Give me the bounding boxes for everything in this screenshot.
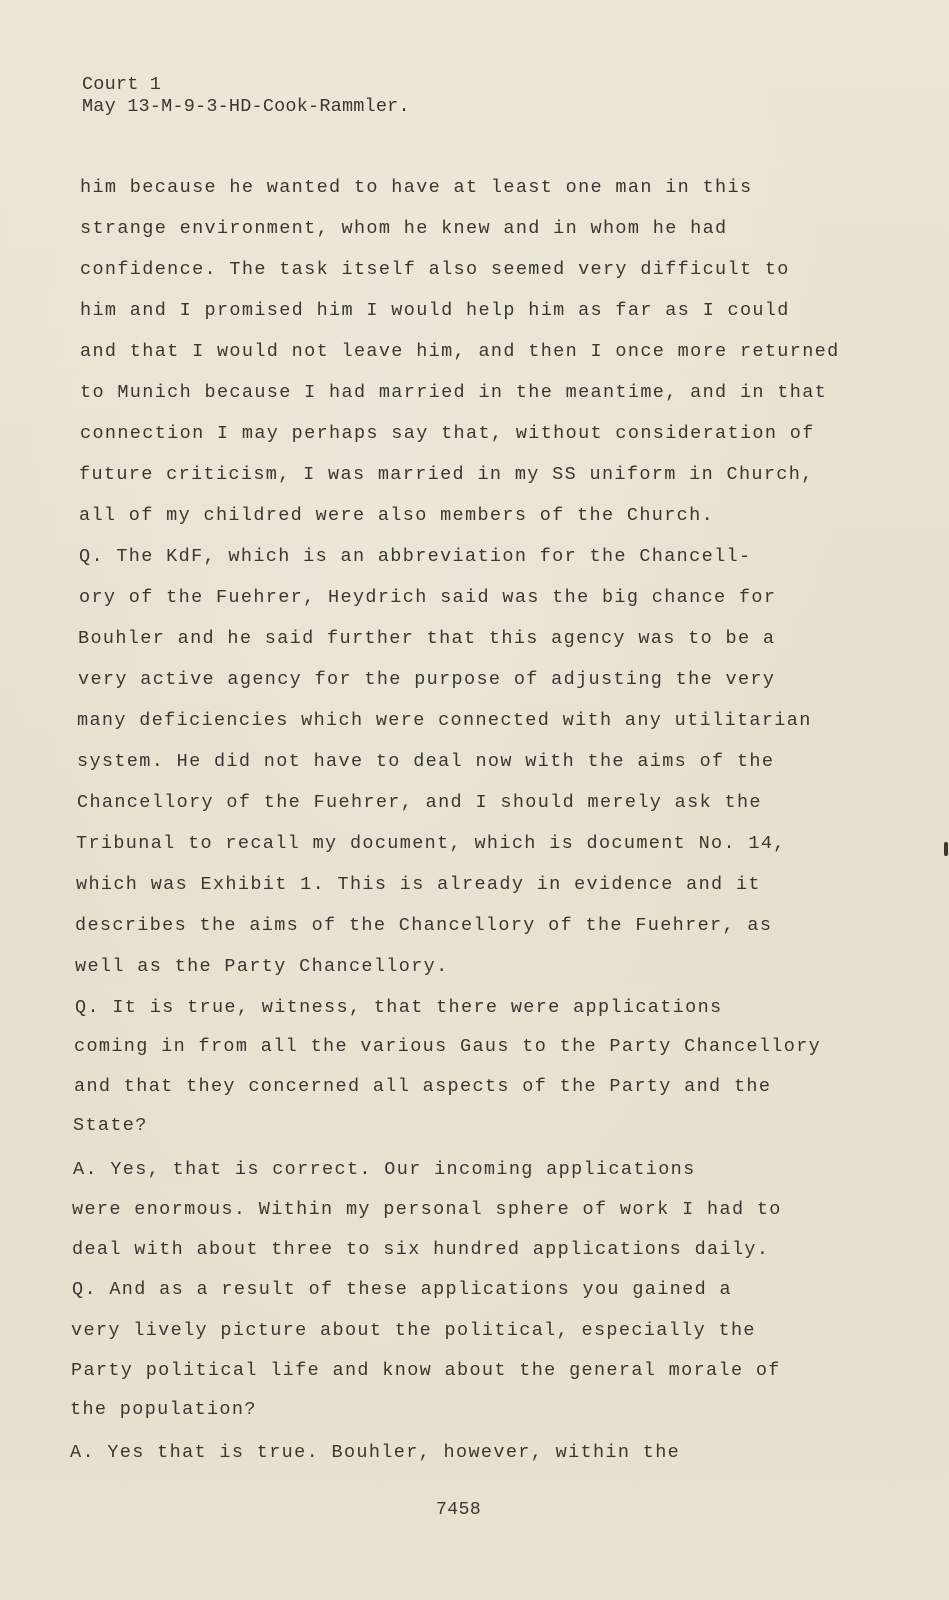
text-line: the population? [70, 1399, 257, 1420]
text-line: were enormous. Within my personal sphere of work I had to [72, 1199, 782, 1220]
text-line: Bouhler and he said further that this agency was to be a [78, 628, 776, 649]
text-line: strange environment, whom he knew and in whom he had [80, 218, 728, 239]
text-line: very active agency for the purpose of adjusting the very [78, 669, 776, 690]
text-line: system. He did not have to deal now with the aims of the [77, 751, 775, 772]
text-line: well as the Party Chancellory. [75, 956, 449, 977]
text-line: A. Yes that is true. Bouhler, however, within the [70, 1442, 681, 1463]
text-line: connection I may perhaps say that, without consideration of [80, 423, 815, 444]
text-line: Q. It is true, witness, that there were applications [75, 997, 723, 1018]
margin-mark [944, 842, 948, 856]
text-line: deal with about three to six hundred applications daily. [72, 1239, 770, 1260]
text-line: ory of the Fuehrer, Heydrich said was the big chance for [79, 587, 777, 608]
text-line: very lively picture about the political, especially the [71, 1320, 756, 1341]
text-line: and that they concerned all aspects of the Party and the [74, 1076, 772, 1097]
text-line: all of my childred were also members of the Church. [79, 505, 715, 526]
text-line: A. Yes, that is correct. Our incoming applications [73, 1159, 696, 1180]
text-line: coming in from all the various Gaus to the Party Chancellory [74, 1036, 822, 1057]
text-line: and that I would not leave him, and then I once more returned [80, 341, 840, 362]
text-line: him and I promised him I would help him as far as I could [80, 300, 790, 321]
page-header [82, 74, 410, 118]
text-line: confidence. The task itself also seemed very difficult to [80, 259, 790, 280]
text-line: Party political life and know about the general morale of [71, 1360, 781, 1381]
text-line: Q. The KdF, which is an abbreviation for the Chancell- [79, 546, 752, 567]
text-line: describes the aims of the Chancellory of the Fuehrer, as [75, 915, 773, 936]
text-line: to Munich because I had married in the meantime, and in that [80, 382, 828, 403]
text-line: Chancellory of the Fuehrer, and I should merely ask the [77, 792, 762, 813]
text-line: future criticism, I was married in my SS uniform in Church, [79, 464, 814, 485]
text-line: many deficiencies which were connected with any utilitarian [77, 710, 812, 731]
text-line: State? [73, 1115, 148, 1136]
text-line: him because he wanted to have at least one man in this [80, 177, 753, 198]
session-reference: May 13-M-9-3-HD-Cook-Rammler. [82, 96, 410, 117]
page-number: 7458 [436, 1500, 482, 1520]
text-line: Tribunal to recall my document, which is document No. 14, [76, 833, 786, 854]
court-label: Court 1 [82, 74, 162, 95]
text-line: which was Exhibit 1. This is already in evidence and it [76, 874, 761, 895]
text-line: Q. And as a result of these applications you gained a [72, 1279, 732, 1300]
